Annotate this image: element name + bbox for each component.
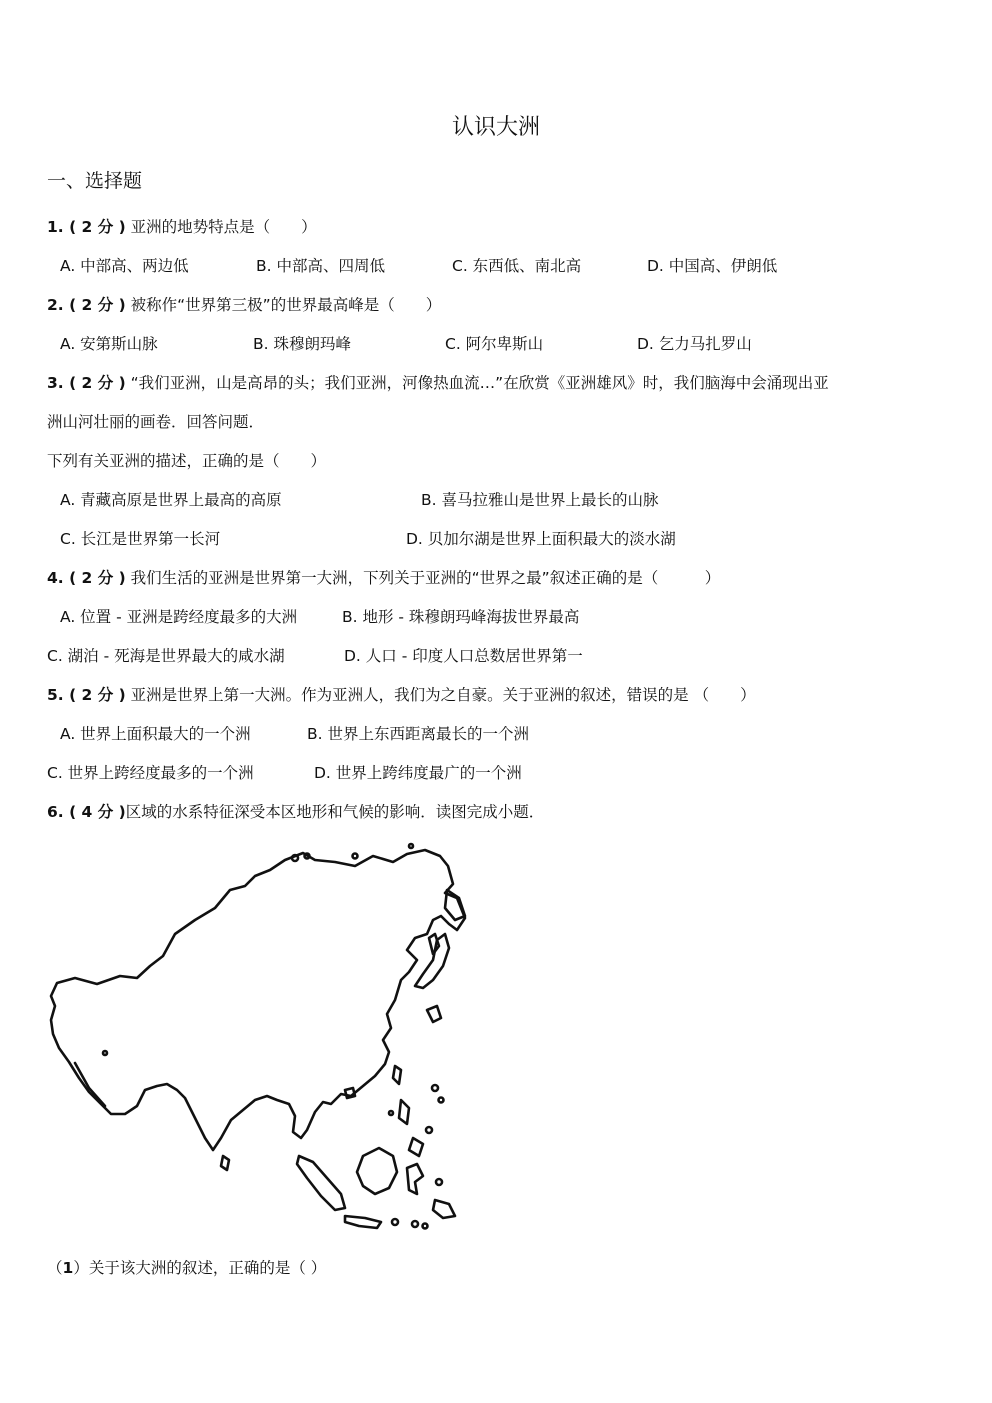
q5-option-c[interactable]: C. 世界上跨经度最多的一个洲: [47, 764, 254, 782]
question-6: [47, 802, 544, 822]
taiwan-island: [393, 1066, 401, 1084]
sub-question-1-number: 1: [62, 1259, 74, 1277]
small-island: [103, 1051, 107, 1055]
question-1: [47, 217, 317, 237]
q3-option-a[interactable]: A. 青藏高原是世界上最高的高原: [60, 491, 282, 509]
question-4-number: 4. ( 2 分 ): [47, 569, 126, 587]
question-3: [47, 373, 829, 393]
japan-honshu: [415, 934, 449, 988]
hainan-island: [345, 1088, 355, 1098]
question-5-stem: 亚洲是世界上第一大洲。作为亚洲人，我们为之自豪。关于亚洲的叙述，错误的是 （ ）: [125, 686, 756, 704]
small-island: [439, 1098, 444, 1103]
q1-option-b[interactable]: B. 中部高、四周低: [256, 257, 385, 275]
question-3-stem-line1: “我们亚洲，山是高昂的头；我们亚洲，河像热血流…”在欣赏《亚洲雄风》时，我们脑海中会涌现出亚: [125, 374, 829, 392]
sub-question-1-text: 关于该大洲的叙述，正确的是（ ）: [88, 1259, 327, 1277]
asia-outline-map: [45, 838, 470, 1238]
small-island: [412, 1221, 418, 1227]
q3-option-d[interactable]: D. 贝加尔湖是世界上面积最大的淡水湖: [406, 530, 676, 548]
philippines-mindanao: [409, 1138, 423, 1156]
question-2-number: 2. ( 2 分 ): [47, 296, 126, 314]
java-island: [345, 1216, 381, 1228]
q5-option-a[interactable]: A. 世界上面积最大的一个洲: [60, 725, 251, 743]
q3-option-b[interactable]: B. 喜马拉雅山是世界上最长的山脉: [421, 491, 659, 509]
question-1-stem: 亚洲的地势特点是（ ）: [125, 218, 317, 236]
q1-option-c[interactable]: C. 东西低、南北高: [452, 257, 582, 275]
small-island: [436, 1179, 442, 1185]
small-island: [353, 854, 358, 859]
q3-option-c[interactable]: C. 长江是世界第一长河: [60, 530, 221, 548]
sub-question-1: [47, 1258, 326, 1278]
question-5-number: 5. ( 2 分 ): [47, 686, 126, 704]
small-island: [426, 1127, 432, 1133]
philippines-luzon: [399, 1100, 409, 1124]
sumatra-island: [297, 1156, 345, 1210]
question-2-stem: 被称作“世界第三极”的世界最高峰是（ ）: [125, 296, 442, 314]
sulawesi-island: [407, 1164, 423, 1194]
small-island: [392, 1219, 398, 1225]
red-sea-line: [75, 1063, 105, 1106]
q1-option-a[interactable]: A. 中部高、两边低: [60, 257, 189, 275]
small-island: [292, 855, 298, 861]
new-guinea-island: [433, 1200, 455, 1218]
question-3-number: 3. ( 2 分 ): [47, 374, 126, 392]
sri-lanka-island: [221, 1156, 229, 1170]
japan-kyushu: [427, 1006, 441, 1022]
q2-option-c[interactable]: C. 阿尔卑斯山: [445, 335, 544, 353]
question-6-number: 6. ( 4 分 ): [47, 803, 126, 821]
q1-option-d[interactable]: D. 中国高、伊朗低: [647, 257, 778, 275]
question-5: [47, 685, 756, 705]
q5-option-d[interactable]: D. 世界上跨纬度最广的一个洲: [314, 764, 522, 782]
question-3-sub-prompt: 下列有关亚洲的描述，正确的是（ ）: [47, 452, 327, 470]
question-4-stem: 我们生活的亚洲是世界第一大洲，下列关于亚洲的“世界之最”叙述正确的是（ ）: [125, 569, 721, 587]
q4-option-c[interactable]: C. 湖泊 - 死海是世界最大的咸水湖: [47, 647, 285, 665]
borneo-island: [357, 1148, 397, 1194]
question-3-stem-line2: 洲山河壮丽的画卷．回答问题．: [47, 413, 265, 431]
q4-option-b[interactable]: B. 地形 - 珠穆朗玛峰海拔世界最高: [342, 608, 580, 626]
page-title: 认识大洲: [451, 115, 540, 140]
small-island: [423, 1224, 428, 1229]
asia-mainland-outline: [51, 850, 465, 1150]
small-island: [432, 1085, 438, 1091]
q4-option-d[interactable]: D. 人口 - 印度人口总数居世界第一: [344, 647, 583, 665]
question-1-number: 1. ( 2 分 ): [47, 218, 126, 236]
q4-option-a[interactable]: A. 位置 - 亚洲是跨经度最多的大洲: [60, 608, 298, 626]
small-island: [389, 1111, 393, 1115]
section-heading: 一、选择题: [47, 170, 143, 192]
q2-option-d[interactable]: D. 乞力马扎罗山: [637, 335, 752, 353]
q2-option-a[interactable]: A. 安第斯山脉: [60, 335, 158, 353]
sakhalin-island: [429, 934, 439, 954]
small-island: [409, 844, 413, 848]
question-4: [47, 568, 720, 588]
q2-option-b[interactable]: B. 珠穆朗玛峰: [253, 335, 351, 353]
question-2: [47, 295, 441, 315]
question-6-stem: 区域的水系特征深受本区地形和气候的影响．读图完成小题．: [125, 803, 545, 821]
q5-option-b[interactable]: B. 世界上东西距离最长的一个洲: [307, 725, 529, 743]
sub-question-1-number-wrapper: （1）: [47, 1259, 89, 1277]
